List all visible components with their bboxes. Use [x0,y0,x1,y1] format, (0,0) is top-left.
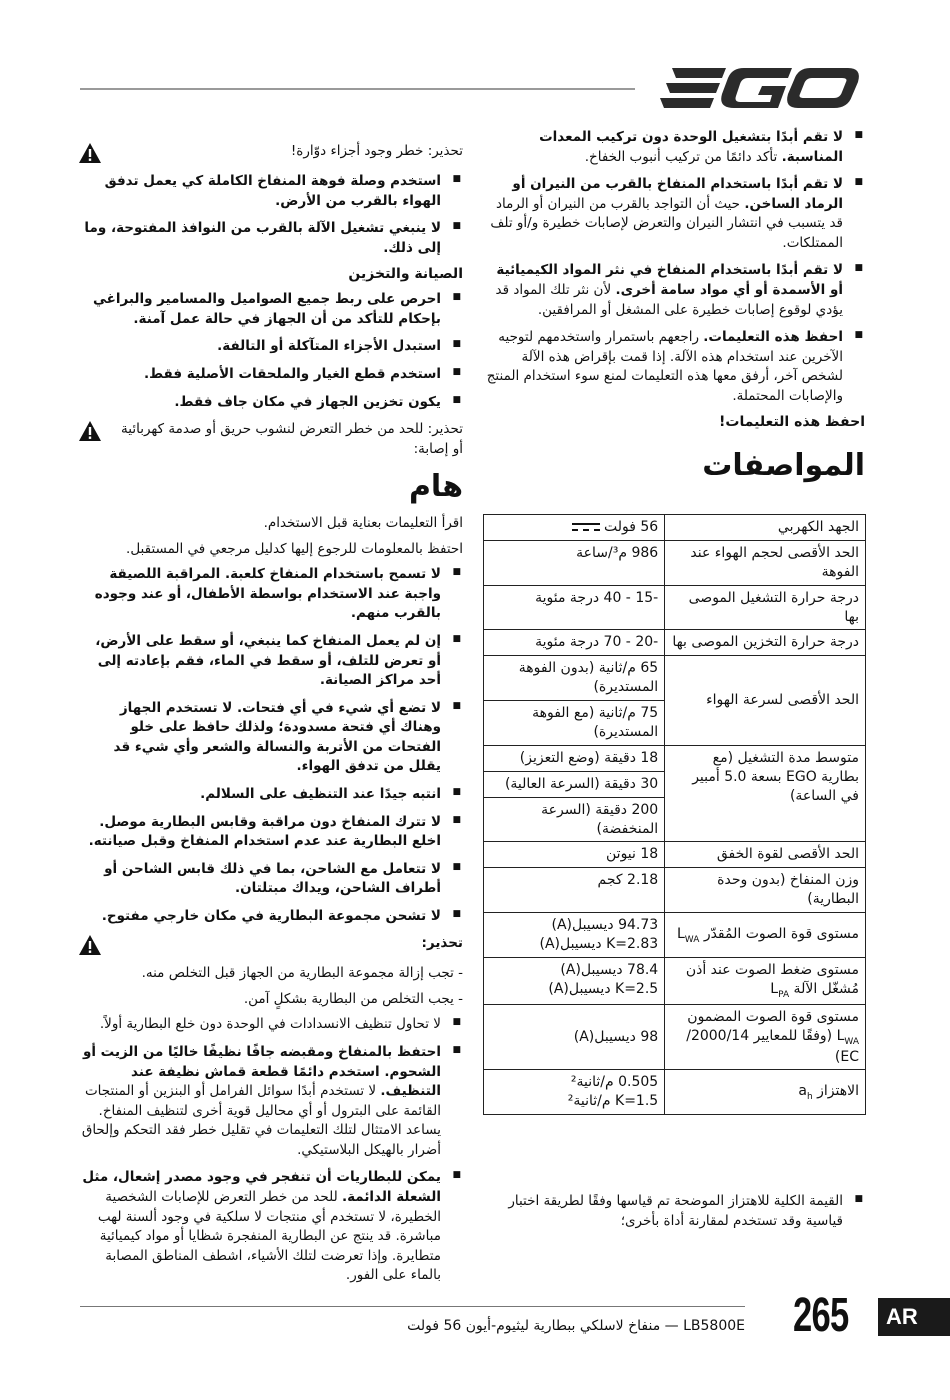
table-row [484,868,866,913]
ego-logo [652,62,862,114]
spec-label: درجة حرارة التخزين الموصى بها [665,630,866,656]
list-item: ■ القيمة الكلية للاهتزاز الموضحة تم قياسها وفقًا لطريقة اختبار قياسية وقد تستخدم لمقارنة أداة بأخرى؛ [485,1192,865,1231]
spec-value: 65 م/ثانية (بدون الفوهة المستديرة) [484,656,665,701]
spec-value-text: 56 فولت [603,519,659,535]
item-bold: احتفظ بالمنفاخ ومقبضه جافًا نظيفًا خاليًا من الزيت أو الشحوم. استخدم دائمًا قطعة قماش نظيفة عند التنظيف. [82,1044,441,1100]
spec-label: الحد الأقصى لسرعة الهواء [665,656,866,746]
warning-triangle-icon [78,934,102,956]
spec-label: الجهد الكهربي [665,515,866,541]
spec-value: 2.18 كجم [484,868,665,913]
warning-text: تحذير: خطر وجود أجزاء دوّارة! [290,143,463,159]
spec-label: وزن المنفاخ (بدون وحدة البطارية) [665,868,866,913]
warning-moving-parts [78,142,463,164]
spec-value [484,913,665,958]
warning-text: تحذير: [421,935,463,952]
list-item [78,907,463,927]
table-row [484,1070,866,1115]
spec-label-text: مستوى قوة الصوت المُقدّر L [676,925,859,942]
spec-value: 986 م³/ساعة [484,540,665,585]
list-item [78,785,463,805]
spec-value: -15 - 40 درجة مئوية [484,585,665,630]
table-row [484,585,866,630]
table-row [484,540,866,585]
list-item [485,175,865,253]
item-bold: استبدل الأجزاء المتآكلة أو التالفة. [217,338,441,355]
table-row [484,842,866,868]
spec-label-sub: WA [844,1036,859,1047]
spec-value-line: K=2.83 ديسيبل(A) [539,936,659,953]
blower-usage-list [78,172,463,258]
item-bold: انتبه جيدًا عند التنظيف على السلالم. [200,785,441,802]
item-bold: احرص على ربط جميع الصواميل والمسامير والبراغي بإحكام للتأكد من أن الجهاز في حالة عمل آمنة. [92,291,441,327]
spec-label: متوسط مدة التشغيل (مع بطارية EGO بسعة 5.0 أمبير في الساعة) [665,745,866,842]
table-row [484,1004,866,1070]
spec-label-text: مستوى ضغط الصوت عند أذن مُشغّل الآلة L [685,961,859,997]
list-item [485,128,865,167]
table-row [484,913,866,958]
warning-battery [78,934,463,956]
item-text: راجعهم باستمرار واستخدمهم لتوجيه الآخرين عند استخدام هذه الآلة. إذا قمت بإقراض هذه الآلة لشخص آخر، أرفق معها هذه التعليمات لمنع سوء استخدام المنتج والإصابات المحتملة. [486,329,843,404]
item-text: لأن نثر تلك المواد قد يؤدي لوقوع إصابات خطيرة على المشغل أو المرافقين. [495,281,843,318]
list-item [78,699,463,777]
spec-label [665,1004,866,1070]
spec-value: 98 ديسيبل(A) [484,1004,665,1070]
list-item [78,1168,463,1285]
spec-table [483,514,866,1115]
spec-value-line: K=2.5 ديسيبل(A) [548,980,659,997]
save-instructions-note: احفظ هذه التعليمات! [719,414,865,431]
spec-value [484,1070,665,1115]
warning-fire-shock [78,420,463,459]
warning-triangle-icon [78,420,102,442]
item-bold: لا تضع أي شيء في أي فتحات. لا تستخدم الجهاز وهناك أي فتحة مسدودة؛ ولذلك حافظ على خلو الفتحات من الأتربة والنسالة والشعر وأي شيء قد يقلل من تدفق الهواء. [113,699,441,775]
intro-line: اقرأ التعليمات بعناية قبل الاستخدام. [263,515,463,532]
list-item [78,337,463,357]
spec-label [665,1070,866,1115]
item-text: لا تحاول تنظيف الانسدادات في الوحدة دون خلع البطارية أولاً. [99,1016,441,1033]
list-item [78,813,463,852]
spec-value [484,515,665,541]
list-item [78,632,463,691]
battery-note: - تجب إزالة مجموعة البطارية من الجهاز قبل التخلص منه. [141,965,463,982]
item-text: لا تستخدم أبدًا سوائل الفرامل أو البنزين أو المنتجات القائمة على البترول أو أي محاليل قوية أخرى لتنظيف المنفاخ. يساعد الامتثال لتلك التعليمات في تقليل خطر فقد التحكم وإلحاق أضرار بالهيكل البلاستيكي. [81,1083,441,1158]
table-row [484,515,866,541]
maintenance-list [78,290,463,412]
spec-label-sub: PA [778,989,790,1000]
spec-value-line: 0.505 م/ثانية² [570,1074,659,1091]
spec-value: -20 - 70 درجة مئوية [484,630,665,656]
table-row [484,957,866,1004]
spec-label-sub: WA [684,934,700,945]
item-text: تأكد دائمًا من تركيب أنبوب الخفاخ. [584,148,782,165]
item-bold: إن لم يعمل المنفاخ كما ينبغي، أو سقط على الأرض، أو تعرض للتلف، أو سقط في الماء، فقم بإعادته إلى أحد مراكز الصيانة. [95,633,441,689]
table-row [484,630,866,656]
spec-label [665,913,866,958]
battery-note: - يجب التخلص من البطارية بشكلٍ آمن. [243,990,463,1007]
item-bold: استخدم وصلة فوهة المنفاخ الكاملة كي يعمل تدفق الهواء بالقرب من الأرض. [104,173,441,209]
list-item [485,261,865,320]
cleaning-list [78,1015,463,1285]
item-bold: يكون تخزين الجهاز في مكان جاف فقط. [174,393,441,410]
list-item [485,328,865,406]
item-bold: لا تقم أبدًا بتشغيل الوحدة دون تركيب المعدات المناسبة. [539,129,843,165]
item-bold: لا تترك المنفاخ دون مراقبة وقابس البطارية موصل. اخلع البطارية عند عدم استخدام المنفاخ وقبل صيانته. [88,813,441,850]
page-number: 265 [793,1289,849,1342]
item-bold: لا تسمح باستخدام المنفاخ كلعبة. المراقبة اللصيقة واجبة عند الاستخدام بواسطة الأطفال، أو عند وجوده بالقرب منهم. [94,566,441,622]
spec-label: الحد الأقصى لقوة الخفق [665,842,866,868]
intro-line: احتفظ بالمعلومات للرجوع إليها كدليل مرجعي في المستقبل. [126,540,463,557]
left-column [78,142,463,1294]
item-text: حيث أن التواجد بالقرب من النيران أو الرماد قد يتسبب في انتشار النيران والتعرض لإصابات خطيرة و/أو تلف الممتلكات. [490,195,843,251]
list-item [78,365,463,385]
item-bold: احفظ هذه التعليمات. [703,329,843,346]
spec-label [665,957,866,1004]
right-column [485,128,865,499]
specifications-heading: المواصفات [702,448,865,484]
spec-label-tail: (وفقًا للمعايير 2000/14/ EC) [686,1027,859,1065]
warning-text: تحذير: للحد من خطر التعرض لنشوب حريق أو صدمة كهربائية أو إصابة: [121,421,463,457]
item-bold: استخدم قطع الغيار والملحقات الأصلية فقط. [143,365,441,382]
right-bullets [485,128,865,406]
item-bold: لا تقم أبدًا باستخدام المنفاخ في نثر المواد الكيميائية أو الأسمدة أو أي مواد سامة أخرى. [496,262,843,298]
spec-label-text: مستوى قوة الصوت المضمون L [687,1008,859,1044]
header-rule [80,88,635,90]
warning-triangle-icon [78,142,102,164]
list-item [78,565,463,624]
spec-value: 30 دقيقة (السرعة العالية) [484,771,665,797]
language-badge: AR [878,1298,950,1336]
list-item [78,1015,463,1035]
spec-label: درجة حرارة التشغيل الموصى بها [665,585,866,630]
vibration-footnote [485,1192,865,1239]
spec-label: الحد الأقصى لحجم الهواء عند الفوهة [665,540,866,585]
spec-value-line: 94.73 ديسيبل(A) [551,917,659,934]
spec-value: 75 م/ثانية (مع الفوهة المستديرة) [484,701,665,746]
important-heading: هام [408,469,463,505]
maintenance-heading: الصيانة والتخزين [348,266,463,283]
spec-label-text: الاهتزاز a [798,1082,859,1099]
table-row [484,745,866,771]
item-bold: لا ينبغي تشغيل الآلة بالقرب من النوافذ المفتوحة، وما إلى ذلك. [84,220,441,256]
spec-value: 200 دقيقة (السرعة المنخفضة) [484,797,665,842]
item-bold: لا تقم أبدًا باستخدام المنفاخ بالقرب من النيران أو الرماد الساخن. [512,176,843,212]
list-item [78,172,463,211]
table-row [484,656,866,701]
dc-current-icon [572,522,600,532]
item-bold: لا تشحن مجموعة البطارية في مكان خارجي مفتوح. [101,907,441,924]
footer-rule [80,1306,745,1307]
spec-value-line: K=1.5 م/ثانية² [567,1093,659,1110]
spec-value-line: 78.4 ديسيبل(A) [560,961,659,978]
safety-list [78,565,463,926]
footer-product-line: LB5800E — منفاخ لاسلكي ببطارية ليثيوم-أيون 56 فولت [407,1318,745,1334]
spec-value: 18 نيوتن [484,842,665,868]
item-bold: لا تتعامل مع الشاحن، بما في ذلك قابس الشاحن أو أطراف الشاحن، ويداك مبتلتان. [104,860,441,897]
item-bold: يمكن للبطاريات أن تنفجر في وجود مصدر إشعال، مثل الشعلة الدائمة. [82,1169,441,1205]
list-item [78,1043,463,1160]
list-item [78,219,463,258]
list-item [78,290,463,329]
list-item [78,860,463,899]
spec-value: 18 دقيقة (وضع التعزيز) [484,745,665,771]
list-item [78,393,463,413]
item-text: للحد من خطر التعرض للإصابات الشخصية الخطيرة، لا تستخدم أي منتجات لا سلكية في وجود ألسنة لهب مباشرة. قد ينتج عن البطارية المنفجرة شظايا أو مواد كيميائية متطايرة. وإذا تعرضت لتلك الأشياء، اشطف المناطق المصابة بالماء على الفور. [97,1188,441,1284]
spec-value [484,957,665,1004]
spec-label-sub: h [806,1091,813,1102]
